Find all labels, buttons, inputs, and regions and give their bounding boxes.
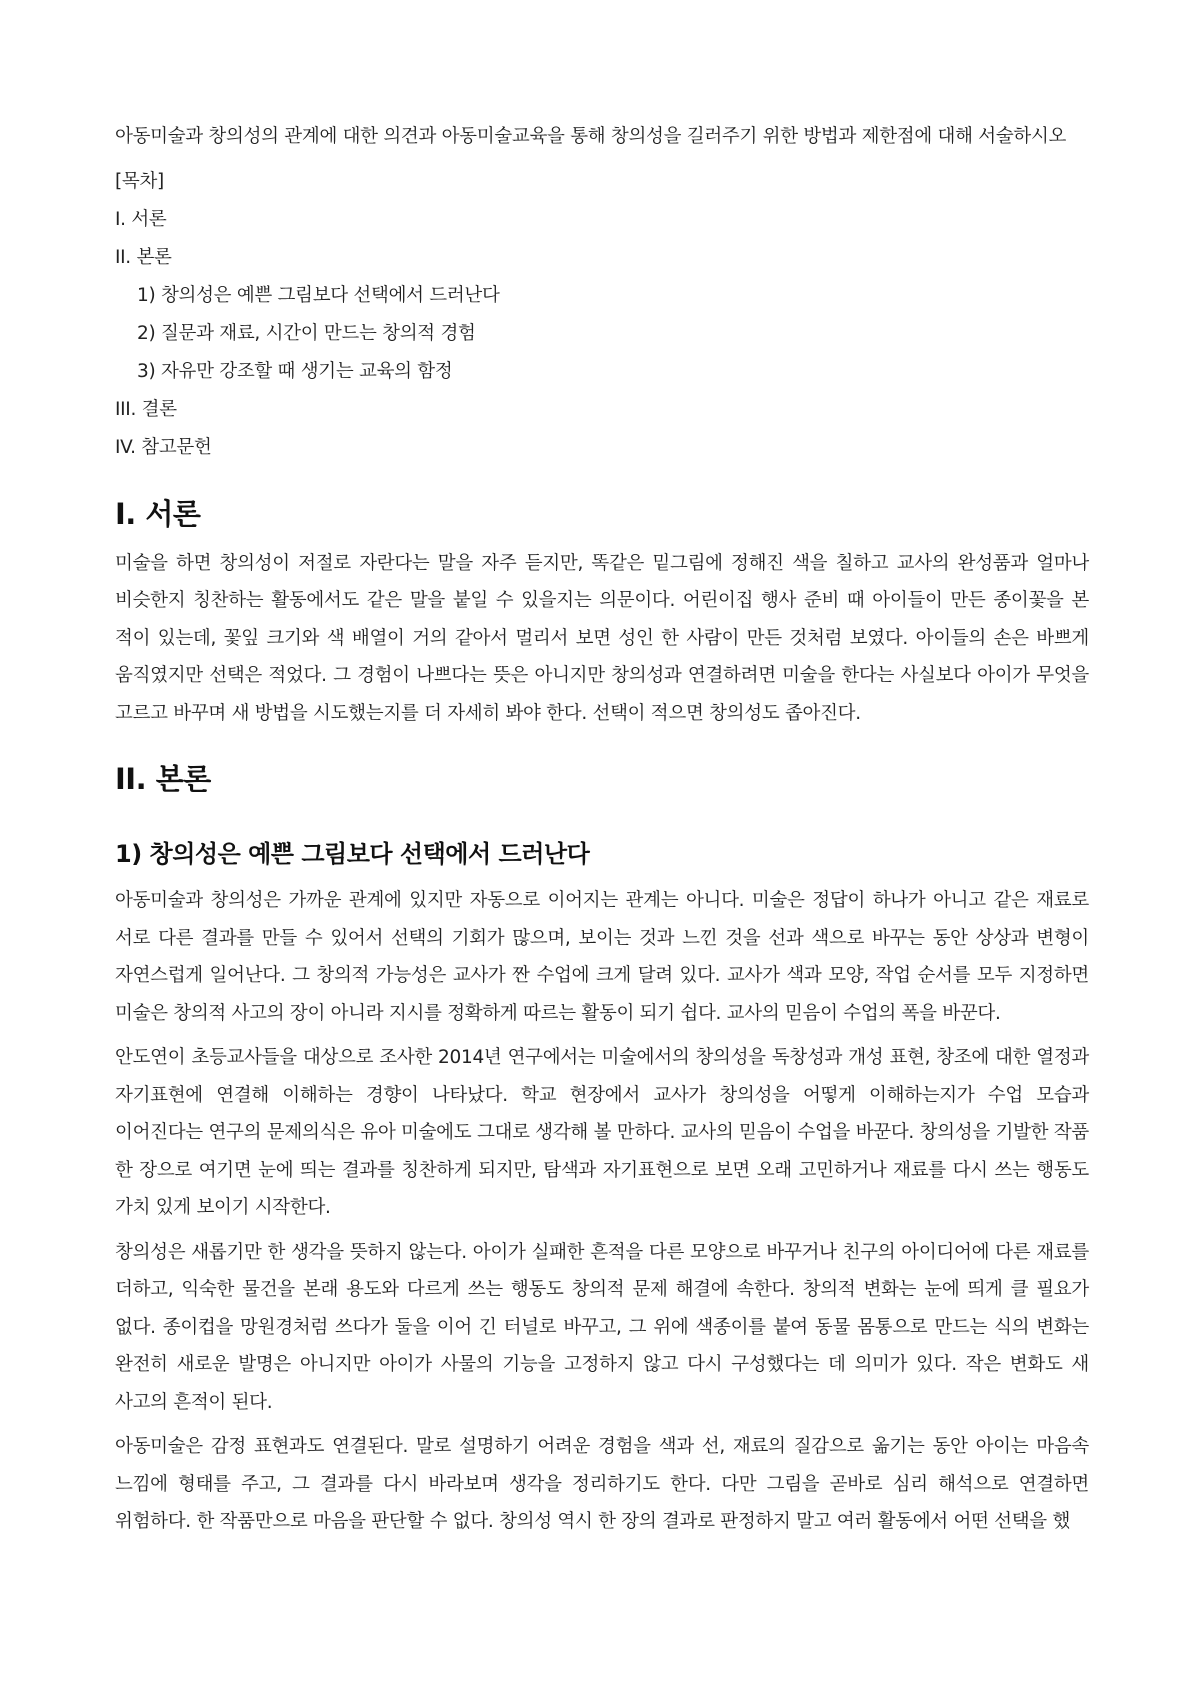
section-1-content [115,882,1089,1541]
body-heading: II. 본론 [115,762,211,796]
toc-item-conclusion: III. 결론 [115,398,177,420]
toc-heading: [목차] [115,170,164,192]
intro-heading: I. 서론 [115,496,201,531]
toc-subitem-3: 3) 자유만 강조할 때 생기는 교육의 함정 [137,360,453,382]
assignment-question: 아동미술과 창의성의 관계에 대한 의견과 아동미술교육을 통해 창의성을 길러주기 위한 방법과 제한점에 대해 서술하시오 [115,126,1067,147]
toc-item-references: IV. 참고문헌 [115,436,212,458]
toc-subitem-1: 1) 창의성은 예쁜 그림보다 선택에서 드러난다 [137,284,500,306]
body-paragraph: 안도연이 초등교사들을 대상으로 조사한 2014년 연구에서는 미술에서의 창의성을 독창성과 개성 표현, 창조에 대한 열정과 자기표현에 연결해 이해하는 경향이 나타났다. 학교 현장에서 교사가 창의성을 어떻게 이해하는지가 수업 모습과 이어진다는 연구의 문제의식은 유아 미술에도 그대로 생각해 볼 만하다. 교사의 믿음이 수업을 바꾼다. 창의성을 기발한 작품 한 장으로 여기면 눈에 띄는 결과를 칭찬하게 되지만, 탐색과 자기표현으로 보면 오래 고민하거나 재료를 다시 쓰는 행동도 가치 있게 보이기 시작한다. [115,1047,1089,1218]
intro-paragraph: 미술을 하면 창의성이 저절로 자란다는 말을 자주 듣지만, 똑같은 밑그림에 정해진 색을 칠하고 교사의 완성품과 얼마나 비슷한지 칭찬하는 활동에서도 같은 말을 붙일 수 있을지는 의문이다. 어린이집 행사 준비 때 아이들이 만든 종이꽃을 본 적이 있는데, 꽃잎 크기와 색 배열이 거의 같아서 멀리서 보면 성인 한 사람이 만든 것처럼 보였다. 아이들의 손은 바쁘게 움직였지만 선택은 적었다. 그 경험이 나쁘다는 뜻은 아니지만 창의성과 연결하려면 미술을 한다는 사실보다 아이가 무엇을 고르고 바꾸며 새 방법을 시도했는지를 더 자세히 봐야 한다. 선택이 적으면 창의성도 좁아진다. [115,552,1089,724]
section-1-heading: 1) 창의성은 예쁜 그림보다 선택에서 드러난다 [115,840,590,868]
body-paragraph: 아동미술은 감정 표현과도 연결된다. 말로 설명하기 어려운 경험을 색과 선, 재료의 질감으로 옮기는 동안 아이는 마음속 느낌에 형태를 주고, 그 결과를 다시 바라보며 생각을 정리하기도 한다. 다만 그림을 곧바로 심리 해석으로 연결하면 위험하다. 한 작품만으로 마음을 판단할 수 없다. 창의성 역시 한 장의 결과로 판정하지 말고 여러 활동에서 어떤 선택을 했 [115,1436,1089,1532]
body-paragraph: 창의성은 새롭기만 한 생각을 뜻하지 않는다. 아이가 실패한 흔적을 다른 모양으로 바꾸거나 친구의 아이디어에 다른 재료를 더하고, 익숙한 물건을 본래 용도와 다르게 쓰는 행동도 창의적 문제 해결에 속한다. 창의적 변화는 눈에 띄게 클 필요가 없다. 종이컵을 망원경처럼 쓰다가 둘을 이어 긴 터널로 바꾸고, 그 위에 색종이를 붙여 동물 몸통으로 만드는 식의 변화는 완전히 새로운 발명은 아니지만 아이가 사물의 기능을 고정하지 않고 다시 구성했다는 데 의미가 있다. 작은 변화도 새 사고의 흔적이 된다. [115,1241,1089,1413]
body-paragraph: 아동미술과 창의성은 가까운 관계에 있지만 자동으로 이어지는 관계는 아니다. 미술은 정답이 하나가 아니고 같은 재료로 서로 다른 결과를 만들 수 있어서 선택의 기회가 많으며, 보이는 것과 느낀 것을 선과 색으로 바꾸는 동안 상상과 변형이 자연스럽게 일어난다. 그 창의적 가능성은 교사가 짠 수업에 크게 달려 있다. 교사가 색과 모양, 작업 순서를 모두 지정하면 미술은 창의적 사고의 장이 아니라 지시를 정확하게 따르는 활동이 되기 쉽다. 교사의 믿음이 수업의 폭을 바꾼다. [115,890,1089,1024]
toc-item-body: II. 본론 [115,246,172,268]
toc-subitem-2: 2) 질문과 재료, 시간이 만드는 창의적 경험 [137,322,476,344]
toc-item-intro: I. 서론 [115,208,167,230]
table-of-contents [115,163,1089,467]
